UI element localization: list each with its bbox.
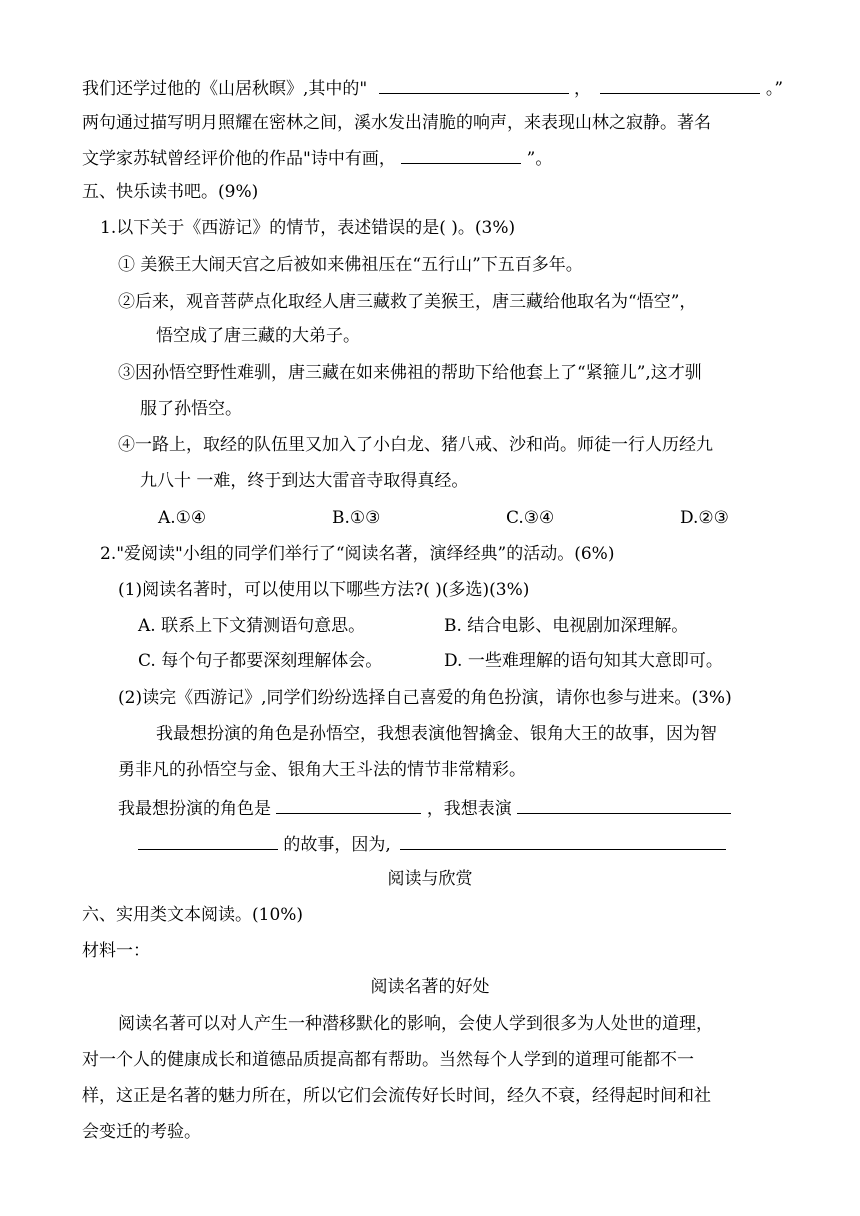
q2-sub1-option-d[interactable]: D. 一些难理解的语句知其大意即可。 (444, 651, 723, 671)
role-answer-blank[interactable] (276, 795, 421, 814)
q1-stem: 1.以下关于《西游记》的情节，表述错误的是( )。(3%) (100, 218, 516, 238)
poem-line-1-prefix: 我们还学过他的《山居秋暝》,其中的" (82, 79, 368, 99)
poem-line-1-suffix: 。” (765, 79, 784, 99)
poem-line-3 (82, 145, 552, 171)
poem-line-3-prefix: 文学家苏轼曾经评价他的作品"诗中有画， (82, 149, 396, 169)
fill-reason-label: 的故事，因为, (283, 835, 391, 855)
reason-answer-blank[interactable] (400, 831, 726, 850)
poem-comma: ， (574, 79, 592, 99)
article-title: 阅读名著的好处 (370, 977, 490, 997)
q1-option-a[interactable]: A.①④ (158, 508, 207, 528)
article-line-2: 对一个人的健康成长和道德品质提高都有帮助。当然每个人学到的道理可能都不一 (82, 1050, 694, 1070)
q2-sub2-example-line-2: 勇非凡的孙悟空与金、银角大王斗法的情节非常精彩。 (118, 760, 526, 780)
q1-option-d[interactable]: D.②③ (680, 508, 729, 528)
part-title: 阅读与欣赏 (387, 869, 473, 889)
article-line-3: 样，这正是名著的魅力所在，所以它们会流传好长时间，经久不衰，经得起时间和社 (82, 1086, 711, 1106)
q1-item-1: ① 美猴王大闹天宫之后被如来佛祖压在“五行山”下五百多年。 (118, 255, 583, 275)
fill-story-label: ，我想表演 (426, 799, 512, 819)
section5-heading: 五、快乐读书吧。(9%) (82, 182, 259, 202)
q2-sub1-stem: (1)阅读名著时，可以使用以下哪些方法?( )(多选)(3%) (118, 580, 530, 600)
poem-line-3-suffix: ”。 (526, 149, 553, 169)
article-line-4: 会变迁的考验。 (82, 1122, 201, 1142)
poem-line-1 (82, 75, 783, 101)
q1-item-2-line-2: 悟空成了唐三藏的大弟子。 (156, 326, 360, 346)
poem-line-2: 两句通过描写明月照耀在密林之间，溪水发出清脆的响声，来表现山林之寂静。著名 (82, 113, 711, 133)
poem-blank-3[interactable] (401, 145, 521, 164)
section6-heading: 六、实用类文本阅读。(10%) (82, 905, 304, 925)
q2-stem: 2."爱阅读"小组的同学们举行了“阅读名著，演绎经典”的活动。(6%) (100, 544, 615, 564)
story-answer-blank-2[interactable] (138, 831, 278, 850)
material-label: 材料一： (82, 941, 150, 961)
q1-item-4-line-1: ④一路上，取经的队伍里又加入了小白龙、猪八戒、沙和尚。师徒一行人历经九 (118, 435, 713, 455)
q1-item-2-line-1: ②后来，观音菩萨点化取经人唐三藏救了美猴王，唐三藏给他取名为“悟空”， (118, 292, 697, 312)
q2-sub2-fill-line-1 (118, 795, 731, 821)
fill-role-label: 我最想扮演的角色是 (118, 799, 271, 819)
poem-blank-1[interactable] (379, 75, 569, 94)
q2-sub1-option-c[interactable]: C. 每个句子都要深刻理解体会。 (138, 651, 383, 671)
q2-sub1-option-a[interactable]: A. 联系上下文猜测语句意思。 (138, 616, 366, 636)
q2-sub2-fill-line-2 (138, 831, 726, 857)
q1-option-b[interactable]: B.①③ (332, 508, 381, 528)
q2-sub2-stem: (2)读完《西游记》,同学们纷纷选择自己喜爱的角色扮演，请你也参与进来。(3%) (118, 688, 732, 708)
poem-blank-2[interactable] (600, 75, 760, 94)
article-line-1: 阅读名著可以对人产生一种潜移默化的影响，会使人学到很多为人处世的道理， (118, 1014, 713, 1034)
q1-item-4-line-2: 九八十 一难，终于到达大雷音寺取得真经。 (140, 471, 469, 491)
q1-item-3-line-1: ③因孙悟空野性难驯，唐三藏在如来佛祖的帮助下给他套上了“紧箍儿”,这才驯 (118, 363, 702, 383)
q2-sub1-option-b[interactable]: B. 结合电影、电视剧加深理解。 (444, 616, 689, 636)
q1-item-3-line-2: 服了孙悟空。 (140, 399, 242, 419)
story-answer-blank-1[interactable] (517, 795, 731, 814)
q1-option-c[interactable]: C.③④ (506, 508, 555, 528)
q2-sub2-example-line-1: 我最想扮演的角色是孙悟空，我想表演他智擒金、银角大王的故事，因为智 (156, 724, 717, 744)
